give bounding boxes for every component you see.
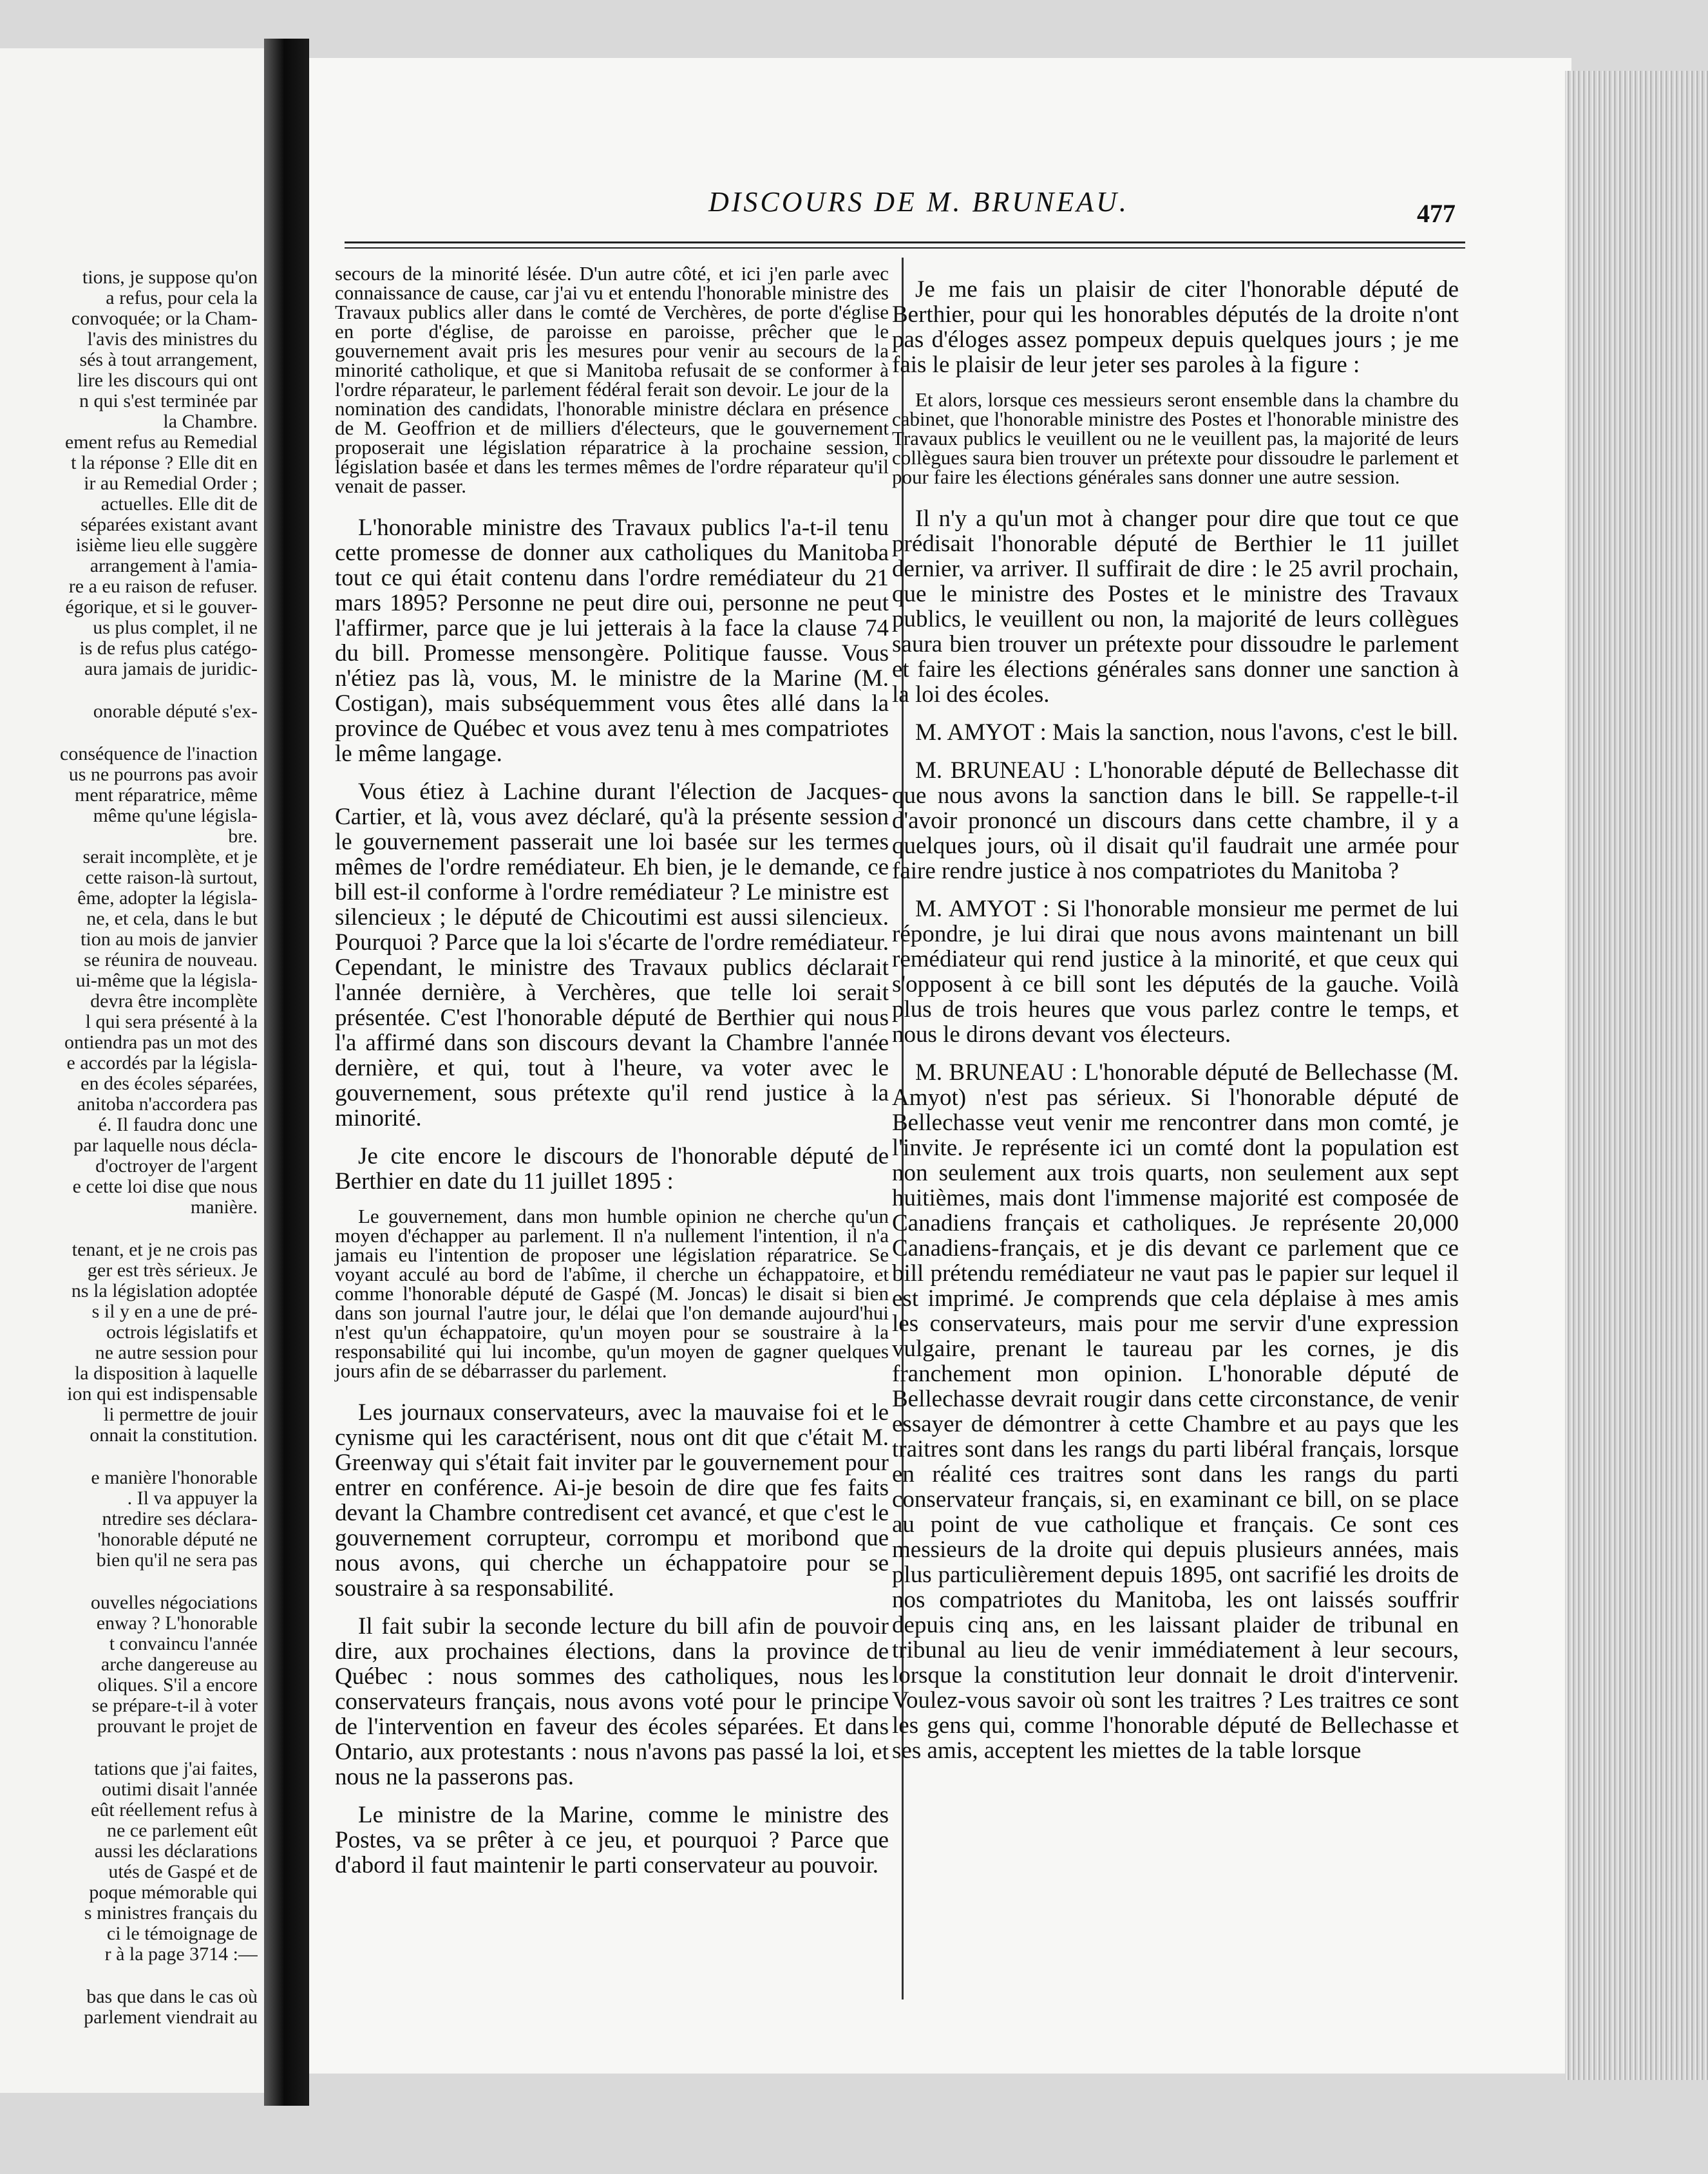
left-page-line: d'octroyer de l'argent: [95, 1156, 258, 1177]
quoted-paragraph: Et alors, lorsque ces messieurs seront ensemble dans la chambre du cabinet, que l'honorable ministre des Postes et l'honorable ministre des Travaux publics le veuillent ou ne le veuillent pas, la majorité de leurs collègues saura bien trouver un prétexte pour dissoudre le parlement et pour faire les élections générales sans donner une autre session.: [892, 388, 1459, 488]
left-page-line: égorique, et si le gouver-: [65, 597, 258, 618]
paragraph: Je me fais un plaisir de citer l'honorable député de Berthier, pour qui les honorables députés de la droite n'ont pas d'éloges assez pompeux depuis quelques jours ; je me fais le plaisir de leur jeter ses paroles à la figure :: [892, 276, 1459, 378]
left-page-line: ui-même que la législa-: [75, 970, 258, 991]
left-page-line: ir au Remedial Order ;: [84, 473, 258, 494]
left-page-line: s il y en a une de pré-: [91, 1301, 258, 1322]
left-page-line: l'avis des ministres du: [87, 329, 258, 350]
left-page-line: [0, 1965, 258, 1987]
left-page-line: oliques. S'il a encore: [97, 1675, 258, 1696]
left-page-line: aussi les déclarations: [94, 1841, 258, 1862]
paragraph: M. BRUNEAU : L'honorable député de Bellechasse dit que nous avons la sanction dans le bill. Se rappelle-t-il d'avoir prononcé un discours dans cette chambre, il y a quelques jours, où il disait qu'il faudrait une armée pour faire rendre justice à nos compatriotes du Manitoba ?: [892, 757, 1459, 884]
left-page-line: lire les discours qui ont: [77, 370, 258, 391]
left-page-line: [0, 1446, 258, 1468]
paragraph: M. BRUNEAU : L'honorable député de Bellechasse (M. Amyot) n'est pas sérieux. Si l'honorable député de Bellechasse veut venir me rencontrer dans mon comté, je l'invite. Je représente ici un comté dont la population est non seulement aux trois quarts, non seulement aux sept huitièmes, mais dont l'immense majorité est composée de Canadiens français et catholiques. Je représente 20,000 Canadiens-français, et je dis devant ce parlement que ce bill prétendu remédiateur ne vaut pas le papier sur lequel il est imprimé. Je comprends que cela déplaise à mes amis les conservateurs, mais pour me servir d'une expression vulgaire, prenant le taureau par les cornes, je dis franchement mon opinion. L'honorable député de Bellechasse devrait rougir dans cette circonstance, de venir essayer de démontrer à cette Chambre et au pays que les traitres sont dans les rangs du parti libéral français, lorsque en réalité ces traitres sont dans les rangs du parti conservateur français, si, en examinant ce bill, on se place au point de vue catholique et français. Ce sont ces messieurs de la droite qui depuis plusieurs années, mais plus particulièrement depuis 1895, ont sacrifié les droits de nos compatriotes du Manitoba, les ont laissés souffrir depuis cinq ans, en les laissant plaider de tribunal en tribunal au lieu de venir immédiatement à leur secours, lorsque la constitution leur donnait le droit d'intervenir. Voulez-vous savoir où sont les traitres ? Les traitres ce sont les gens qui, comme l'honorable député de Bellechasse et ses amis, acceptent les miettes de la table lorsque: [892, 1059, 1459, 1764]
left-page-line: e manière l'honorable: [91, 1468, 258, 1488]
text-column-right: [892, 277, 1459, 1776]
left-page-line: . Il va appuyer la: [127, 1488, 258, 1509]
left-page-line: [0, 1737, 258, 1759]
paragraph: Les journaux conservateurs, avec la mauvaise foi et le cynisme qui les caractérisent, nous ont dit que c'était M. Greenway qui s'était fait inviter par le gouvernement pour entrer en conférence. Ai-je besoin de dire que fes faits devant la Chambre contredisent cet avancé, et que c'est le gouvernement corrupteur, corrompu et moribond que nous avons, qui cherche un échappatoire pour se soustraire à sa responsabilité.: [335, 1399, 889, 1602]
left-page-line: is de refus plus catégo-: [79, 638, 258, 659]
left-page-line: ontiendra pas un mot des: [64, 1032, 258, 1053]
header-rule: [345, 241, 1465, 243]
left-page-line: bre.: [228, 826, 258, 847]
left-page-line: ement refus au Remedial: [64, 432, 258, 453]
left-page-line: octrois législatifs et: [106, 1322, 258, 1343]
left-page-line: arche dangereuse au: [100, 1654, 258, 1675]
left-page-line: isième lieu elle suggère: [75, 535, 258, 556]
left-page-line: [0, 1218, 258, 1240]
left-page-line: l qui sera présenté à la: [85, 1012, 258, 1032]
left-page-line: aura jamais de juridic-: [84, 659, 258, 679]
left-page-line: convoquée; or la Cham-: [71, 308, 258, 329]
left-page-line: us plus complet, il ne: [93, 618, 258, 638]
left-page-line: onorable député s'ex-: [93, 701, 258, 722]
left-page-line: bien qu'il ne sera pas: [96, 1550, 258, 1571]
paragraph: Il fait subir la seconde lecture du bill afin de pouvoir dire, aux prochaines élections, dans la province de Québec : nous sommes des catholiques, nous les conservateurs français, nous avons voté pour le principe de l'intervention en faveur des écoles séparées. Et dans Ontario, aux protestants : nous n'avons pas passé la loi, et nous ne la passerons pas.: [335, 1613, 889, 1790]
left-page-line: e accordés par la législa-: [66, 1053, 258, 1073]
left-page-line: se prépare-t-il à voter: [91, 1696, 258, 1716]
left-page-line: ment réparatrice, même: [74, 785, 258, 806]
left-page-line: devra être incomplète: [90, 991, 258, 1012]
left-page-fragment: [0, 48, 264, 2093]
left-page-line: ger est très sérieux. Je: [87, 1260, 258, 1281]
left-page-line: parlement viendrait au: [84, 2007, 258, 2028]
page-number: 477: [1417, 199, 1456, 228]
book-gutter: [264, 39, 309, 2106]
left-page-line: séparées existant avant: [81, 515, 258, 535]
quoted-paragraph: Le gouvernement, dans mon humble opinion ne cherche qu'un moyen d'échapper au parlement. Il n'a nullement l'intention, il n'a jamais eu l'intention de proposer une législation réparatrice. Se voyant acculé au bord de l'abîme, il cherche un échappatoire, et comme l'honorable député de Gaspé (M. Joncas) le disait si bien dans son journal l'autre jour, le délai que l'on demande aujourd'hui n'est qu'un échappatoire, qu'un moyen pour se soustraire à la responsabilité qui lui incombe, qu'un moyen de gagner quelques jours afin de se débarrasser du parlement.: [335, 1205, 889, 1382]
left-page-line: e cette loi dise que nous: [72, 1177, 258, 1197]
text-column-left: [335, 264, 889, 1891]
left-page-line: ne, et cela, dans le but: [86, 909, 258, 929]
left-page-line: utés de Gaspé et de: [108, 1862, 258, 1882]
left-page-line: onnait la constitution.: [90, 1425, 258, 1446]
paragraph: M. AMYOT : Si l'honorable monsieur me permet de lui répondre, je lui dirai que nous avons maintenant un bill remédiateur qui rend justice à la minorité, et que ceux qui s'opposent à ce bill sont les députés de la gauche. Voilà plus de trois heures que vous parlez contre le temps, et nous le dirons devant vos électeurs.: [892, 896, 1459, 1048]
left-page-line: li permettre de jouir: [103, 1404, 258, 1425]
left-page-line: tenant, et je ne crois pas: [71, 1240, 258, 1260]
left-page-line: bas que dans le cas où: [86, 1987, 258, 2007]
left-page-line: la Chambre.: [163, 411, 258, 432]
left-page-line: r à la page 3714 :—: [104, 1944, 258, 1965]
left-page-line: prouvant le projet de: [97, 1716, 258, 1737]
left-page-line: la disposition à laquelle: [74, 1363, 258, 1384]
left-page-line: actuelles. Elle dit de: [100, 494, 258, 515]
paragraph: L'honorable ministre des Travaux publics l'a-t-il tenu cette promesse de donner aux catholiques du Manitoba tout ce qui était contenu dans l'ordre remédiateur du 21 mars 1895? Personne ne peut dire oui, personne ne peut l'affirmer, parce que je lui jetterais à la face la clause 74 du bill. Promesse mensongère. Politique fausse. Vous n'étiez pas là, vous, M. le ministre de la Marine (M. Costigan), mais subséquemment vous êtes allé dans la province de Québec et vous avez tenu à mes compatriotes le même langage.: [335, 515, 889, 767]
left-page-line: manière.: [190, 1197, 258, 1218]
left-page-line: arrangement à l'amia-: [90, 556, 258, 576]
left-page-line: [0, 1571, 258, 1593]
left-page-line: cette raison-là surtout,: [85, 867, 258, 888]
left-page-line: ême, adopter la législa-: [77, 888, 258, 909]
left-page-column: [0, 267, 258, 2028]
left-page-line: en des écoles séparées,: [81, 1073, 258, 1094]
paragraph: Je cite encore le discours de l'honorable député de Berthier en date du 11 juillet 1895 :: [335, 1143, 889, 1195]
left-page-line: ntredire ses déclara-: [102, 1509, 258, 1529]
left-page-line: ns la législation adoptée: [71, 1281, 258, 1301]
left-page-line: ci le témoignage de: [106, 1924, 258, 1944]
left-page-line: us ne pourrons pas avoir: [68, 764, 258, 785]
left-page-line: [0, 722, 258, 744]
left-page-line: s ministres français du: [84, 1903, 258, 1924]
left-page-line: même qu'une législa-: [93, 806, 258, 826]
left-page-line: outimi disait l'année: [101, 1779, 258, 1800]
left-page-line: tion au mois de janvier: [81, 929, 258, 950]
left-page-line: ne autre session pour: [95, 1343, 258, 1363]
paragraph: Le ministre de la Marine, comme le ministre des Postes, va se prêter à ce jeu, et pourquoi ? Parce que d'abord il faut maintenir le parti conservateur au pouvoir.: [335, 1802, 889, 1878]
left-page-line: a refus, pour cela la: [106, 288, 258, 308]
left-page-line: n qui s'est terminée par: [79, 391, 258, 411]
paragraph: Vous étiez à Lachine durant l'élection de Jacques-Cartier, et là, vous avez déclaré, qu'à la présente session le gouvernement passerait une loi basée sur les termes mêmes de l'ordre remédiateur. Eh bien, je le demande, ce bill est-il conforme à l'ordre remédiateur ? Le ministre est silencieux ; le député de Chicoutimi est aussi silencieux. Pourquoi ? Parce que la loi s'écarte de l'ordre remédiateur. Cependant, le ministre des Travaux publics déclarait l'année dernière, à Verchères, que telle loi serait présentée. C'est l'honorable député de Berthier qui nous l'a affirmé dans son discours devant la Chambre l'année dernière, et qui, tout à l'heure, va voter avec le gouvernement, sous prétexte qu'il rend justice à la minorité.: [335, 779, 889, 1131]
left-page-line: t la réponse ? Elle dit en: [71, 453, 258, 473]
left-page-line: tions, je suppose qu'on: [82, 267, 258, 288]
left-page-line: é. Il faudra donc une: [98, 1115, 258, 1135]
left-page-line: serait incomplète, et je: [82, 847, 258, 867]
left-page-line: t convaincu l'année: [109, 1634, 258, 1654]
left-page-line: tations que j'ai faites,: [94, 1759, 258, 1779]
left-page-line: ne ce parlement eût: [106, 1820, 258, 1841]
left-page-line: se réunira de nouveau.: [84, 950, 258, 970]
paragraph: M. AMYOT : Mais la sanction, nous l'avons, c'est le bill.: [915, 719, 1459, 746]
left-page-line: eût réellement refus à: [90, 1800, 258, 1820]
left-page-line: sés à tout arrangement,: [79, 350, 258, 370]
left-page-line: ion qui est indispensable: [67, 1384, 258, 1404]
left-page-line: 'honorable député ne: [97, 1529, 258, 1550]
left-page-line: enway ? L'honorable: [96, 1613, 258, 1634]
left-page-line: conséquence de l'inaction: [60, 744, 258, 764]
left-page-line: par laquelle nous décla-: [73, 1135, 258, 1156]
left-page-line: anitoba n'accordera pas: [77, 1094, 258, 1115]
header-rule-thin: [345, 247, 1465, 249]
paragraph: Il n'y a qu'un mot à changer pour dire que tout ce que prédisait l'honorable député de Berthier le 11 juillet dernier, va arriver. Il suffirait de dire : le 25 avril prochain, que le ministre des Postes et le ministre des Travaux publics, le veuillent ou non, la majorité de leurs collègues saura bien trouver un prétexte pour dissoudre le parlement et faire les élections générales sans donner une sanction à la loi des écoles.: [892, 506, 1459, 708]
left-page-line: ouvelles négociations: [90, 1593, 258, 1613]
page-edges: [1565, 71, 1708, 2080]
running-title: DISCOURS DE M. BRUNEAU.: [708, 186, 1129, 218]
left-page-line: poque mémorable qui: [89, 1882, 258, 1903]
left-page-line: [0, 679, 258, 701]
left-page-line: re a eu raison de refuser.: [68, 576, 258, 597]
quoted-paragraph: secours de la minorité lésée. D'un autre côté, et ici j'en parle avec connaissance de cause, car j'ai vu et entendu l'honorable ministre des Travaux publics aller dans le comté de Verchères, de porte d'église en porte d'église, de paroisse en paroisse, prêcher que le gouvernement avait pris les mesures pour venir au secours de la minorité catholique, et que si Manitoba refusait de se conformer à l'ordre réparateur, le parlement fédéral ferait son devoir. Le jour de la nomination des candidats, l'honorable ministre déclara en présence de M. Geoffrion et de milliers d'électeurs, que le gouvernement proposerait une législation réparatrice à la prochaine session, législation basée et dans les termes mêmes de l'ordre réparateur qu'il venait de passer.: [335, 262, 889, 497]
